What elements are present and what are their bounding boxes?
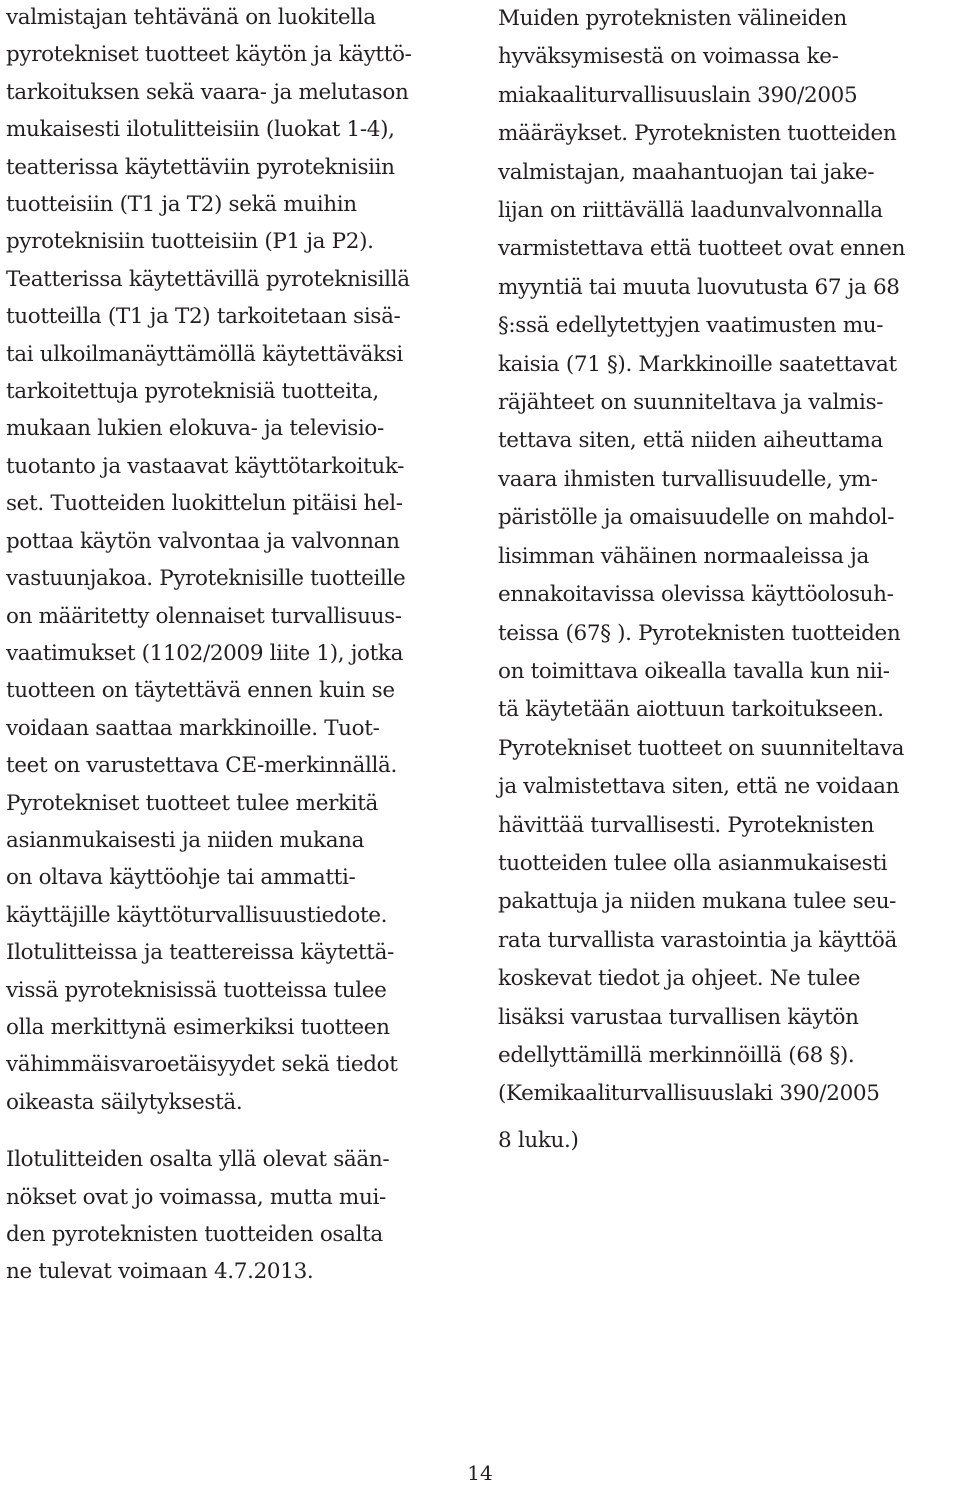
text-line: on oltava käyttöohje tai ammatti- — [6, 865, 356, 891]
text-line: pyroteknisiin tuotteisiin (P1 ja P2). — [6, 229, 374, 255]
paragraph-gap — [498, 1114, 960, 1122]
text-line: tai ulkoilmanäyttämöllä käytettäväksi — [6, 341, 403, 367]
text-line: lisäksi varustaa turvallisen käytön — [498, 1004, 859, 1030]
text-line: Pyrotekniset tuotteet tulee merkitä — [6, 790, 378, 816]
text-line: päristölle ja omaisuudelle on mahdol- — [498, 505, 895, 531]
text-line: Ilotulitteiden osalta yllä olevat sään- — [6, 1147, 390, 1173]
left-paragraph-1 — [6, 0, 476, 1122]
text-line: ne tulevat voimaan 4.7.2013. — [6, 1259, 314, 1285]
text-line: (Kemikaaliturvallisuuslaki 390/2005 — [498, 1081, 880, 1107]
text-line: voidaan saattaa markkinoille. Tuot- — [6, 715, 380, 741]
text-line: tarkoituksen sekä vaara- ja melutason — [6, 79, 409, 105]
text-line: pakattuja ja niiden mukana tulee seu- — [498, 889, 897, 915]
text-line: pottaa käytön valvontaa ja valvonnan — [6, 528, 400, 554]
text-line: ja valmistettava siten, että ne voidaan — [498, 774, 900, 800]
text-line: vaara ihmisten turvallisuudelle, ym- — [498, 466, 878, 492]
right-paragraph-1 — [498, 0, 960, 1114]
text-line: on toimittava oikealla tavalla kun nii- — [498, 658, 890, 684]
text-line: tettava siten, että niiden aiheuttama — [498, 428, 883, 454]
text-line: valmistajan, maahantuojan tai jake- — [498, 159, 875, 185]
text-line: Pyrotekniset tuotteet on suunniteltava — [498, 735, 905, 761]
text-line: tuotanto ja vastaavat käyttötarkoituk- — [6, 453, 405, 479]
text-line: tuotteen on täytettävä ennen kuin se — [6, 678, 395, 704]
text-line: hyväksymisestä on voimassa ke- — [498, 44, 839, 70]
text-line: lisimman vähäinen normaaleissa ja — [498, 543, 869, 569]
text-line: käyttäjille käyttöturvallisuustiedote. — [6, 902, 388, 928]
text-line: vastuunjakoa. Pyroteknisille tuotteille — [6, 566, 406, 592]
text-line: nökset ovat jo voimassa, mutta mui- — [6, 1184, 386, 1210]
text-line: set. Tuotteiden luokittelun pitäisi hel- — [6, 491, 403, 517]
text-line: teet on varustettava CE-merkinnällä. — [6, 753, 397, 779]
text-line: koskevat tiedot ja ohjeet. Ne tulee — [498, 966, 861, 992]
text-line: teatterissa käytettäviin pyroteknisiin — [6, 154, 395, 180]
text-line: edellyttämillä merkinnöillä (68 §). — [498, 1042, 855, 1068]
text-line: räjähteet on suunniteltava ja valmis- — [498, 390, 884, 416]
text-line: oikeasta säilytyksestä. — [6, 1089, 243, 1115]
text-line: lijan on riittävällä laadunvalvonnalla — [498, 198, 883, 224]
text-line: olla merkittynä esimerkiksi tuotteen — [6, 1014, 390, 1040]
text-line: rata turvallista varastointia ja käyttöä — [498, 927, 897, 953]
text-line: kaisia (71 §). Markkinoille saatettavat — [498, 351, 897, 377]
text-line: mukaan lukien elokuva- ja televisio- — [6, 416, 384, 442]
right-column — [498, 0, 960, 1160]
left-column — [6, 0, 476, 1292]
text-line: varmistettava että tuotteet ovat ennen — [498, 236, 906, 262]
text-line: valmistajan tehtävänä on luokitella — [6, 5, 376, 30]
text-line: hävittää turvallisesti. Pyroteknisten — [498, 812, 875, 838]
text-line: ennakoitavissa olevissa käyttöolosuh- — [498, 582, 894, 608]
page-number: 14 — [467, 1461, 493, 1485]
text-line: tuotteisiin (T1 ja T2) sekä muihin — [6, 192, 357, 218]
text-line: tarkoitettuja pyroteknisiä tuotteita, — [6, 379, 379, 405]
text-line: den pyroteknisten tuotteiden osalta — [6, 1222, 383, 1247]
text-line: teissa (67§ ). Pyroteknisten tuotteiden — [498, 620, 901, 646]
text-line: tä käytetään aiottuun tarkoitukseen. — [498, 697, 884, 723]
text-line: pyrotekniset tuotteet käytön ja käyttö- — [6, 42, 412, 68]
text-line: myyntiä tai muuta luovutusta 67 ja 68 — [498, 274, 900, 300]
text-line: on määritetty olennaiset turvallisuus- — [6, 603, 402, 629]
right-last-line: 8 luku.) — [498, 1127, 579, 1153]
paragraph-gap — [6, 1122, 476, 1142]
text-line: tuotteiden tulee olla asianmukaisesti — [498, 850, 888, 876]
text-line: vähimmäisvaroetäisyydet sekä tiedot — [6, 1052, 398, 1078]
text-line: Muiden pyroteknisten välineiden — [498, 6, 847, 31]
text-line: §:ssä edellytettyjen vaatimusten mu- — [498, 313, 884, 339]
text-line: määräykset. Pyroteknisten tuotteiden — [498, 121, 897, 147]
text-line: Ilotulitteissa ja teattereissa käytettä- — [6, 940, 394, 966]
text-line: miakaaliturvallisuuslain 390/2005 — [498, 82, 858, 108]
text-line: tuotteilla (T1 ja T2) tarkoitetaan sisä- — [6, 304, 401, 330]
left-paragraph-2 — [6, 1141, 476, 1292]
text-line: mukaisesti ilotulitteisiin (luokat 1-4), — [6, 117, 395, 143]
text-line: vissä pyroteknisissä tuotteissa tulee — [6, 977, 387, 1003]
text-line: vaatimukset (1102/2009 liite 1), jotka — [6, 640, 404, 666]
text-line: Teatterissa käytettävillä pyroteknisillä — [6, 266, 410, 292]
text-line: asianmukaisesti ja niiden mukana — [6, 827, 365, 853]
